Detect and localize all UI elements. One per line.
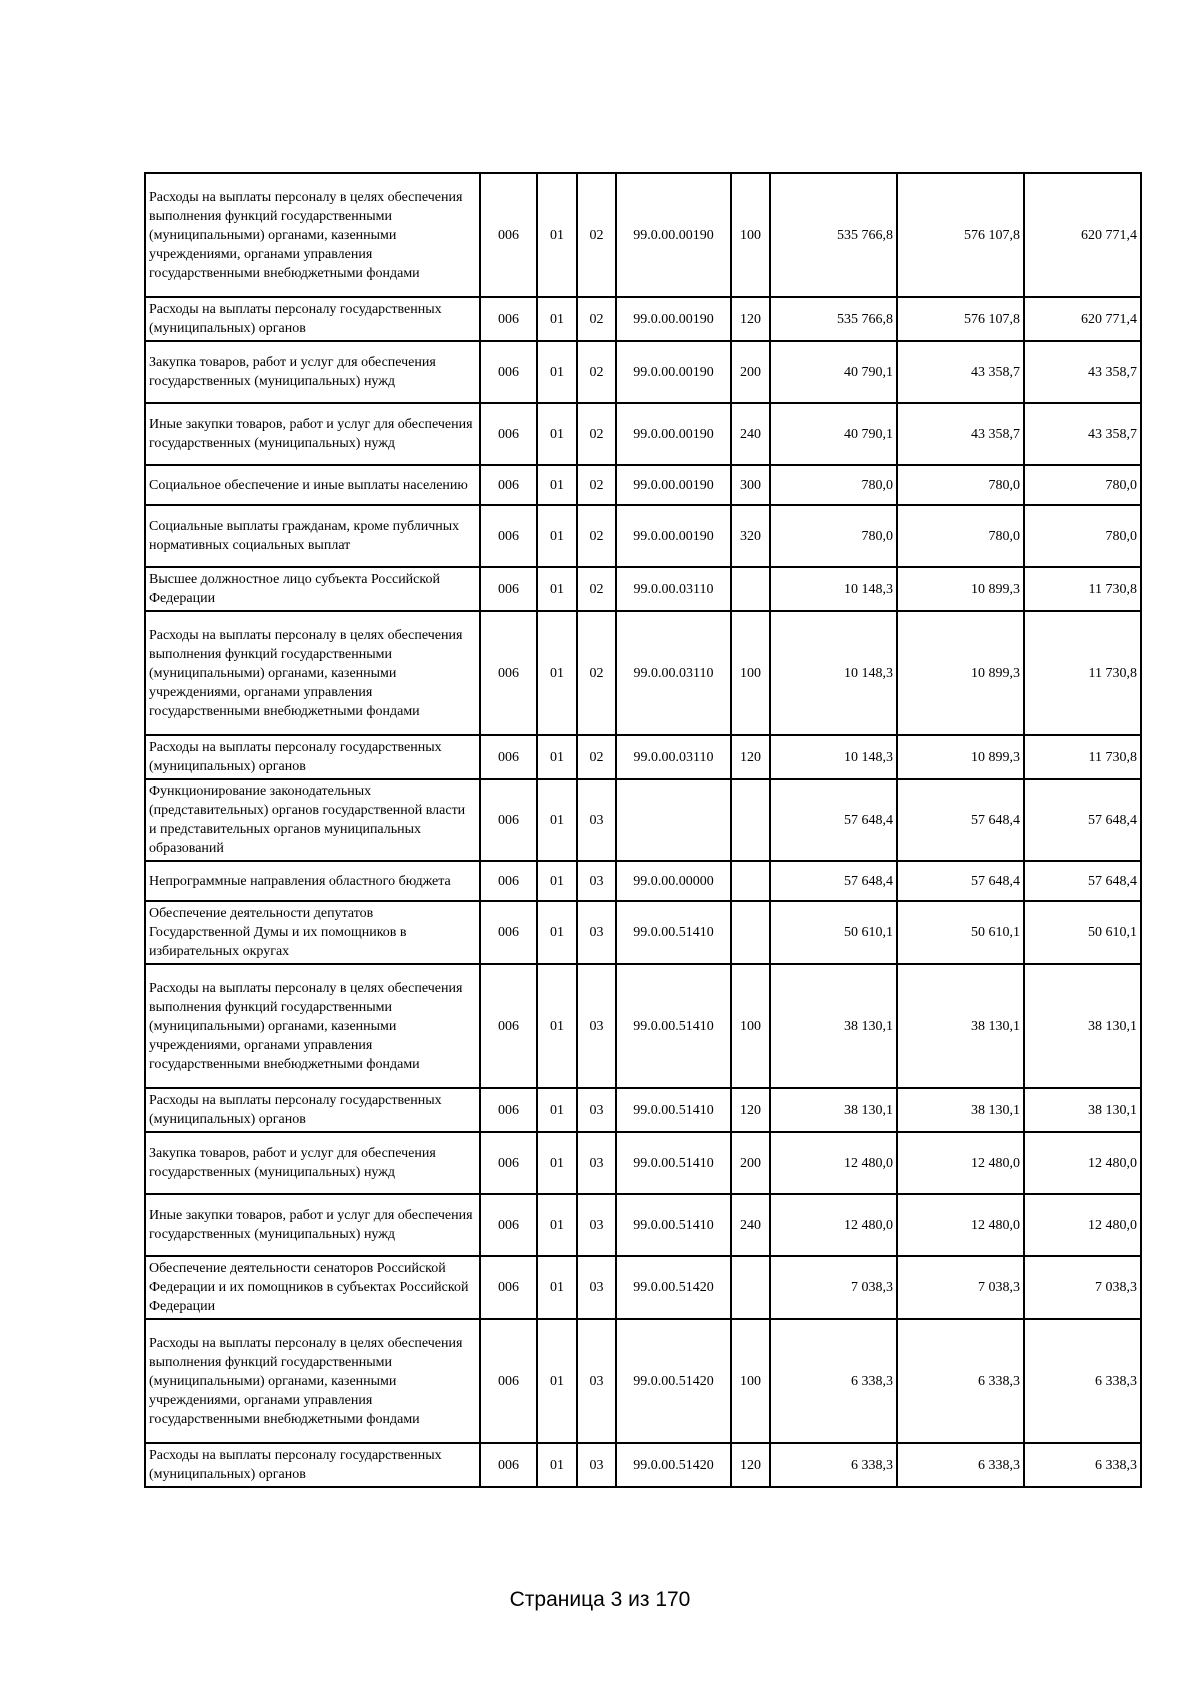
expense-type-code: 240 <box>731 1194 770 1256</box>
budget-table <box>144 172 1142 1488</box>
table-row <box>145 964 1141 1088</box>
table-row <box>145 1256 1141 1319</box>
amount-year-1: 40 790,1 <box>770 341 897 403</box>
ministry-code: 006 <box>480 403 537 465</box>
amount-year-1: 535 766,8 <box>770 297 897 341</box>
expense-name: Расходы на выплаты персоналу в целях обеспечения выполнения функций государственными (муниципальными) органами, казенными учреждениями, органами управления государственными внебюджетными фондами <box>145 1319 480 1443</box>
ministry-code: 006 <box>480 505 537 567</box>
subsection-code: 03 <box>577 1319 616 1443</box>
expense-type-code <box>731 861 770 901</box>
target-article-code: 99.0.00.00190 <box>616 403 731 465</box>
table-row <box>145 1443 1141 1487</box>
subsection-code: 02 <box>577 297 616 341</box>
expense-name: Обеспечение деятельности депутатов Государственной Думы и их помощников в избирательных округах <box>145 901 480 964</box>
table-row <box>145 1132 1141 1194</box>
target-article-code <box>616 779 731 861</box>
amount-year-1: 10 148,3 <box>770 611 897 735</box>
expense-name: Высшее должностное лицо субъекта Российской Федерации <box>145 567 480 611</box>
expense-type-code: 200 <box>731 1132 770 1194</box>
target-article-code: 99.0.00.51410 <box>616 1088 731 1132</box>
ministry-code: 006 <box>480 465 537 505</box>
target-article-code: 99.0.00.03110 <box>616 611 731 735</box>
amount-year-1: 57 648,4 <box>770 861 897 901</box>
target-article-code: 99.0.00.51420 <box>616 1443 731 1487</box>
amount-year-2: 576 107,8 <box>897 297 1024 341</box>
expense-name: Расходы на выплаты персоналу государственных (муниципальных) органов <box>145 1443 480 1487</box>
expense-type-code: 120 <box>731 1088 770 1132</box>
section-code: 01 <box>537 779 577 861</box>
amount-year-1: 57 648,4 <box>770 779 897 861</box>
target-article-code: 99.0.00.00000 <box>616 861 731 901</box>
expense-name: Расходы на выплаты персоналу в целях обеспечения выполнения функций государственными (муниципальными) органами, казенными учреждениями, органами управления государственными внебюджетными фондами <box>145 611 480 735</box>
amount-year-1: 12 480,0 <box>770 1194 897 1256</box>
section-code: 01 <box>537 735 577 779</box>
target-article-code: 99.0.00.00190 <box>616 297 731 341</box>
expense-name: Расходы на выплаты персоналу государственных (муниципальных) органов <box>145 1088 480 1132</box>
amount-year-2: 780,0 <box>897 465 1024 505</box>
ministry-code: 006 <box>480 611 537 735</box>
table-row <box>145 1194 1141 1256</box>
amount-year-2: 43 358,7 <box>897 403 1024 465</box>
amount-year-3: 12 480,0 <box>1024 1194 1141 1256</box>
table-row <box>145 297 1141 341</box>
amount-year-1: 10 148,3 <box>770 567 897 611</box>
expense-name: Социальное обеспечение и иные выплаты населению <box>145 465 480 505</box>
amount-year-1: 12 480,0 <box>770 1132 897 1194</box>
expense-name: Расходы на выплаты персоналу в целях обеспечения выполнения функций государственными (муниципальными) органами, казенными учреждениями, органами управления государственными внебюджетными фондами <box>145 964 480 1088</box>
table-row <box>145 861 1141 901</box>
amount-year-3: 11 730,8 <box>1024 567 1141 611</box>
amount-year-2: 6 338,3 <box>897 1443 1024 1487</box>
section-code: 01 <box>537 1443 577 1487</box>
amount-year-3: 43 358,7 <box>1024 403 1141 465</box>
table-row <box>145 611 1141 735</box>
expense-type-code: 300 <box>731 465 770 505</box>
expense-type-code: 200 <box>731 341 770 403</box>
amount-year-3: 11 730,8 <box>1024 611 1141 735</box>
amount-year-3: 7 038,3 <box>1024 1256 1141 1319</box>
amount-year-1: 10 148,3 <box>770 735 897 779</box>
expense-type-code: 320 <box>731 505 770 567</box>
amount-year-1: 780,0 <box>770 465 897 505</box>
amount-year-2: 57 648,4 <box>897 779 1024 861</box>
subsection-code: 02 <box>577 465 616 505</box>
subsection-code: 02 <box>577 611 616 735</box>
expense-name: Расходы на выплаты персоналу в целях обеспечения выполнения функций государственными (муниципальными) органами, казенными учреждениями, органами управления государственными внебюджетными фондами <box>145 173 480 297</box>
amount-year-3: 38 130,1 <box>1024 964 1141 1088</box>
subsection-code: 03 <box>577 1443 616 1487</box>
subsection-code: 02 <box>577 735 616 779</box>
amount-year-1: 38 130,1 <box>770 1088 897 1132</box>
expense-type-code <box>731 567 770 611</box>
expense-type-code: 100 <box>731 964 770 1088</box>
amount-year-2: 43 358,7 <box>897 341 1024 403</box>
amount-year-1: 780,0 <box>770 505 897 567</box>
section-code: 01 <box>537 611 577 735</box>
subsection-code: 03 <box>577 1256 616 1319</box>
expense-type-code: 120 <box>731 1443 770 1487</box>
amount-year-3: 57 648,4 <box>1024 779 1141 861</box>
table-row <box>145 465 1141 505</box>
amount-year-3: 6 338,3 <box>1024 1319 1141 1443</box>
subsection-code: 02 <box>577 505 616 567</box>
amount-year-1: 6 338,3 <box>770 1319 897 1443</box>
table-row <box>145 735 1141 779</box>
section-code: 01 <box>537 403 577 465</box>
amount-year-2: 57 648,4 <box>897 861 1024 901</box>
section-code: 01 <box>537 567 577 611</box>
target-article-code: 99.0.00.51420 <box>616 1319 731 1443</box>
amount-year-2: 38 130,1 <box>897 964 1024 1088</box>
amount-year-1: 535 766,8 <box>770 173 897 297</box>
target-article-code: 99.0.00.00190 <box>616 341 731 403</box>
subsection-code: 02 <box>577 567 616 611</box>
section-code: 01 <box>537 465 577 505</box>
subsection-code: 02 <box>577 403 616 465</box>
section-code: 01 <box>537 861 577 901</box>
amount-year-3: 6 338,3 <box>1024 1443 1141 1487</box>
expense-type-code <box>731 779 770 861</box>
target-article-code: 99.0.00.51410 <box>616 1132 731 1194</box>
ministry-code: 006 <box>480 567 537 611</box>
ministry-code: 006 <box>480 341 537 403</box>
amount-year-1: 7 038,3 <box>770 1256 897 1319</box>
amount-year-3: 50 610,1 <box>1024 901 1141 964</box>
target-article-code: 99.0.00.03110 <box>616 735 731 779</box>
amount-year-1: 6 338,3 <box>770 1443 897 1487</box>
ministry-code: 006 <box>480 297 537 341</box>
table-row <box>145 901 1141 964</box>
section-code: 01 <box>537 1194 577 1256</box>
expense-name: Социальные выплаты гражданам, кроме публичных нормативных социальных выплат <box>145 505 480 567</box>
expense-name: Иные закупки товаров, работ и услуг для обеспечения государственных (муниципальных) нужд <box>145 403 480 465</box>
section-code: 01 <box>537 901 577 964</box>
amount-year-1: 50 610,1 <box>770 901 897 964</box>
table-row <box>145 403 1141 465</box>
expense-type-code <box>731 901 770 964</box>
section-code: 01 <box>537 964 577 1088</box>
ministry-code: 006 <box>480 1088 537 1132</box>
ministry-code: 006 <box>480 173 537 297</box>
target-article-code: 99.0.00.51410 <box>616 964 731 1088</box>
amount-year-3: 620 771,4 <box>1024 173 1141 297</box>
expense-type-code: 100 <box>731 1319 770 1443</box>
amount-year-1: 38 130,1 <box>770 964 897 1088</box>
expense-name: Закупка товаров, работ и услуг для обеспечения государственных (муниципальных) нужд <box>145 1132 480 1194</box>
subsection-code: 03 <box>577 779 616 861</box>
ministry-code: 006 <box>480 1132 537 1194</box>
ministry-code: 006 <box>480 1443 537 1487</box>
subsection-code: 03 <box>577 1194 616 1256</box>
amount-year-2: 38 130,1 <box>897 1088 1024 1132</box>
expense-name: Расходы на выплаты персоналу государственных (муниципальных) органов <box>145 735 480 779</box>
target-article-code: 99.0.00.51410 <box>616 1194 731 1256</box>
expense-type-code: 240 <box>731 403 770 465</box>
amount-year-2: 576 107,8 <box>897 173 1024 297</box>
expense-type-code: 100 <box>731 611 770 735</box>
amount-year-3: 12 480,0 <box>1024 1132 1141 1194</box>
table-row <box>145 1319 1141 1443</box>
ministry-code: 006 <box>480 1256 537 1319</box>
amount-year-3: 57 648,4 <box>1024 861 1141 901</box>
amount-year-3: 11 730,8 <box>1024 735 1141 779</box>
expense-type-code: 120 <box>731 735 770 779</box>
expense-type-code: 100 <box>731 173 770 297</box>
section-code: 01 <box>537 1088 577 1132</box>
expense-name: Непрограммные направления областного бюджета <box>145 861 480 901</box>
table-body <box>145 173 1141 1487</box>
page-number: Страница 3 из 170 <box>509 1588 691 1611</box>
amount-year-3: 620 771,4 <box>1024 297 1141 341</box>
amount-year-2: 10 899,3 <box>897 735 1024 779</box>
target-article-code: 99.0.00.00190 <box>616 465 731 505</box>
amount-year-2: 12 480,0 <box>897 1194 1024 1256</box>
target-article-code: 99.0.00.51410 <box>616 901 731 964</box>
target-article-code: 99.0.00.51420 <box>616 1256 731 1319</box>
expense-name: Функционирование законодательных (представительных) органов государственной власти и представительных органов муниципальных образований <box>145 779 480 861</box>
amount-year-3: 43 358,7 <box>1024 341 1141 403</box>
subsection-code: 03 <box>577 964 616 1088</box>
table-row <box>145 567 1141 611</box>
expense-type-code <box>731 1256 770 1319</box>
section-code: 01 <box>537 341 577 403</box>
expense-name: Расходы на выплаты персоналу государственных (муниципальных) органов <box>145 297 480 341</box>
amount-year-2: 10 899,3 <box>897 567 1024 611</box>
ministry-code: 006 <box>480 861 537 901</box>
amount-year-2: 6 338,3 <box>897 1319 1024 1443</box>
table-row <box>145 1088 1141 1132</box>
amount-year-3: 38 130,1 <box>1024 1088 1141 1132</box>
ministry-code: 006 <box>480 964 537 1088</box>
amount-year-2: 10 899,3 <box>897 611 1024 735</box>
amount-year-2: 50 610,1 <box>897 901 1024 964</box>
table-row <box>145 779 1141 861</box>
amount-year-1: 40 790,1 <box>770 403 897 465</box>
section-code: 01 <box>537 1256 577 1319</box>
ministry-code: 006 <box>480 1319 537 1443</box>
amount-year-2: 780,0 <box>897 505 1024 567</box>
amount-year-2: 12 480,0 <box>897 1132 1024 1194</box>
target-article-code: 99.0.00.03110 <box>616 567 731 611</box>
subsection-code: 03 <box>577 1132 616 1194</box>
ministry-code: 006 <box>480 901 537 964</box>
subsection-code: 02 <box>577 341 616 403</box>
amount-year-3: 780,0 <box>1024 465 1141 505</box>
expense-name: Иные закупки товаров, работ и услуг для обеспечения государственных (муниципальных) нужд <box>145 1194 480 1256</box>
subsection-code: 03 <box>577 1088 616 1132</box>
target-article-code: 99.0.00.00190 <box>616 173 731 297</box>
section-code: 01 <box>537 1132 577 1194</box>
section-code: 01 <box>537 173 577 297</box>
amount-year-3: 780,0 <box>1024 505 1141 567</box>
ministry-code: 006 <box>480 735 537 779</box>
expense-name: Закупка товаров, работ и услуг для обеспечения государственных (муниципальных) нужд <box>145 341 480 403</box>
subsection-code: 02 <box>577 173 616 297</box>
section-code: 01 <box>537 505 577 567</box>
table-row <box>145 505 1141 567</box>
section-code: 01 <box>537 1319 577 1443</box>
table-row <box>145 173 1141 297</box>
subsection-code: 03 <box>577 861 616 901</box>
subsection-code: 03 <box>577 901 616 964</box>
target-article-code: 99.0.00.00190 <box>616 505 731 567</box>
expense-type-code: 120 <box>731 297 770 341</box>
section-code: 01 <box>537 297 577 341</box>
expense-name: Обеспечение деятельности сенаторов Российской Федерации и их помощников в субъектах Российской Федерации <box>145 1256 480 1319</box>
table-row <box>145 341 1141 403</box>
amount-year-2: 7 038,3 <box>897 1256 1024 1319</box>
ministry-code: 006 <box>480 779 537 861</box>
ministry-code: 006 <box>480 1194 537 1256</box>
